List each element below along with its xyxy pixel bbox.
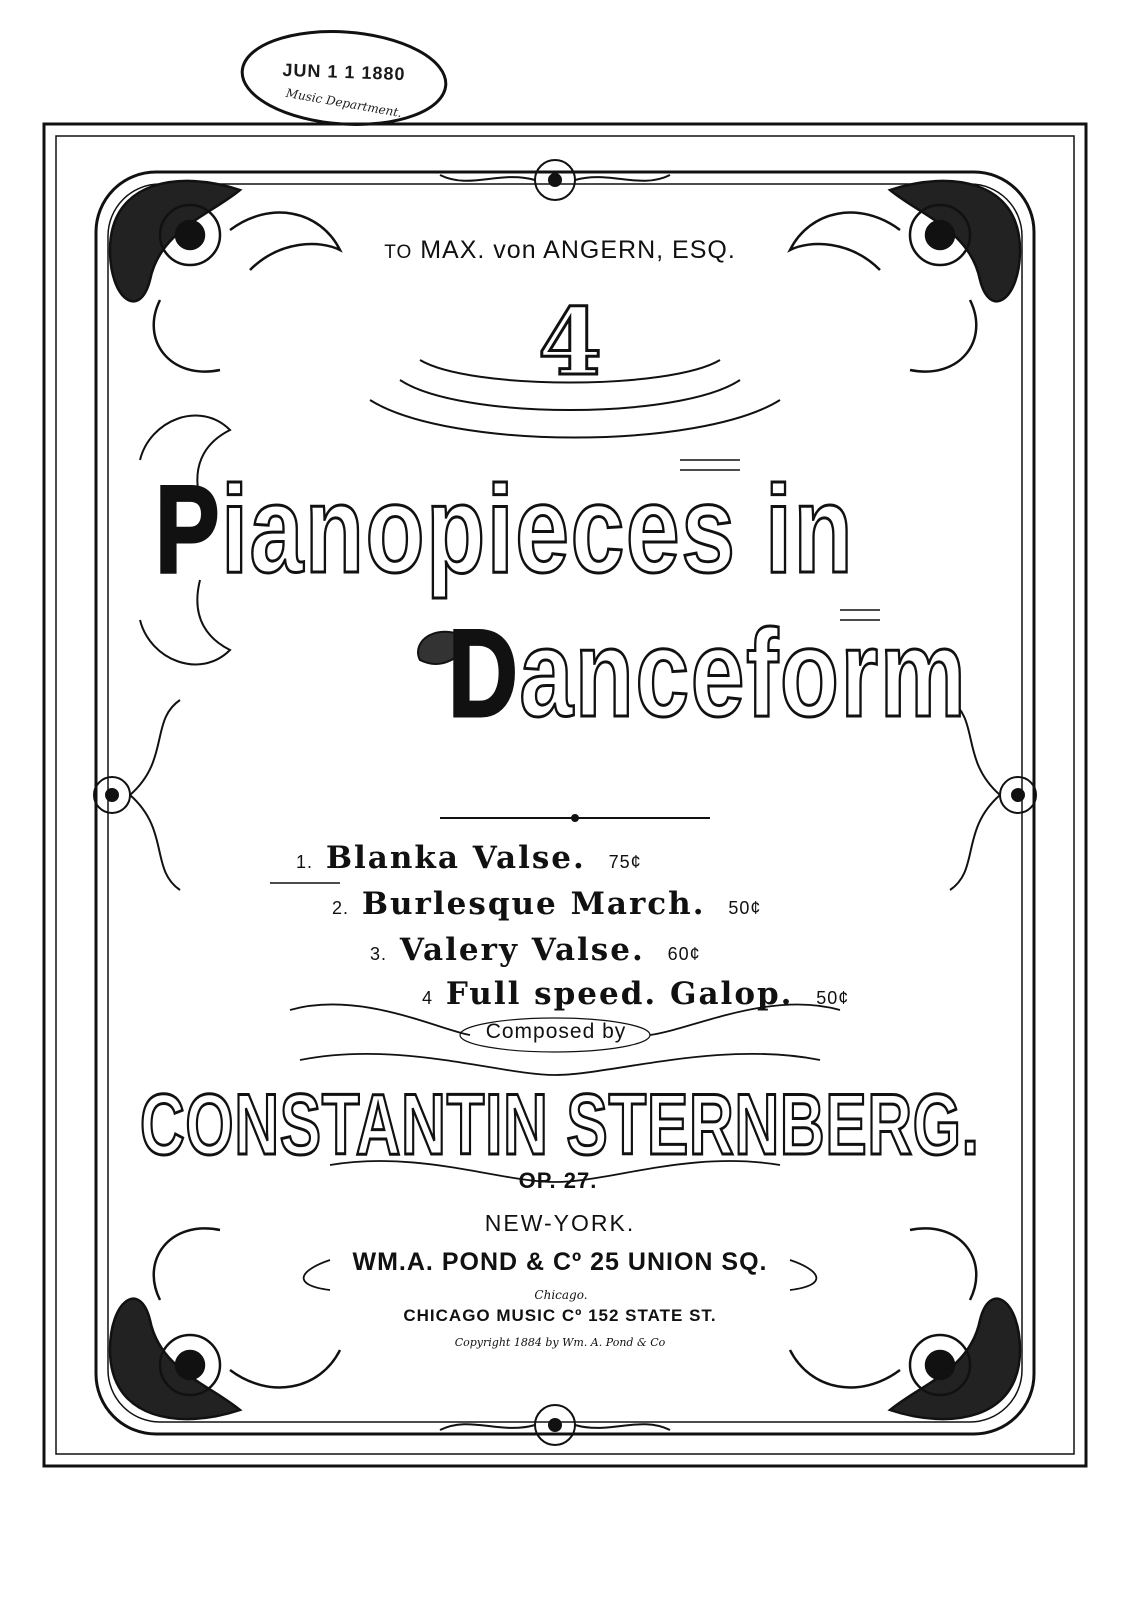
library-stamp [236,24,452,130]
piece-title: Burlesque March. [361,886,706,922]
corner-ornament-bottom-right [790,1228,1020,1419]
publisher-name: WM.A. POND & Cº 25 UNION SQ. [352,1248,768,1276]
title-number: 4 [537,288,602,396]
piece-number: 3. [370,944,388,964]
title-line-1: Pianopieces in [155,461,855,599]
left-side-medallion [94,700,180,890]
corner-ornament-top-left [110,181,340,372]
composer-name: CONSTANTIN STERNBERG. [140,1077,980,1173]
list-item [332,886,761,922]
dedication [330,236,790,265]
piece-price: 50¢ [816,988,850,1008]
title-divider [440,815,710,821]
opus-number: OP. 27. [518,1168,598,1193]
piece-number: 2. [332,898,350,918]
list-item [370,932,701,968]
piece-title: Full speed. Galop. [445,976,794,1012]
chicago-label: Chicago. [534,1288,588,1302]
piece-number: 4 [422,988,434,1008]
piece-price: 75¢ [608,852,642,872]
publisher-city: NEW-YORK. [484,1210,636,1236]
piece-number: 1. [296,852,314,872]
piece-title: Valery Valse. [399,932,645,968]
title-line-2: Danceform [448,605,968,743]
stamp-department: Music Department. [284,85,404,121]
copyright-notice: Copyright 1884 by Wm. A. Pond & Co [454,1336,666,1349]
piece-price: 60¢ [667,944,701,964]
corner-ornament-top-right [790,181,1020,372]
corner-ornament-bottom-left [110,1228,340,1419]
top-center-ornament [440,160,670,200]
piece-title: Blanka Valse. [325,840,586,876]
list-item [422,976,849,1012]
stamp-date: JUN 1 1 1880 [282,59,406,85]
dedication-name: MAX. von ANGERN, ESQ. [420,236,736,264]
composed-by-label: Composed by [485,1020,627,1043]
bottom-center-ornament [440,1405,670,1445]
dedication-prefix: TO [384,242,413,263]
piece-price: 50¢ [728,898,762,918]
chicago-publisher: CHICAGO MUSIC Cº 152 STATE ST. [403,1306,717,1325]
list-item [296,840,642,876]
